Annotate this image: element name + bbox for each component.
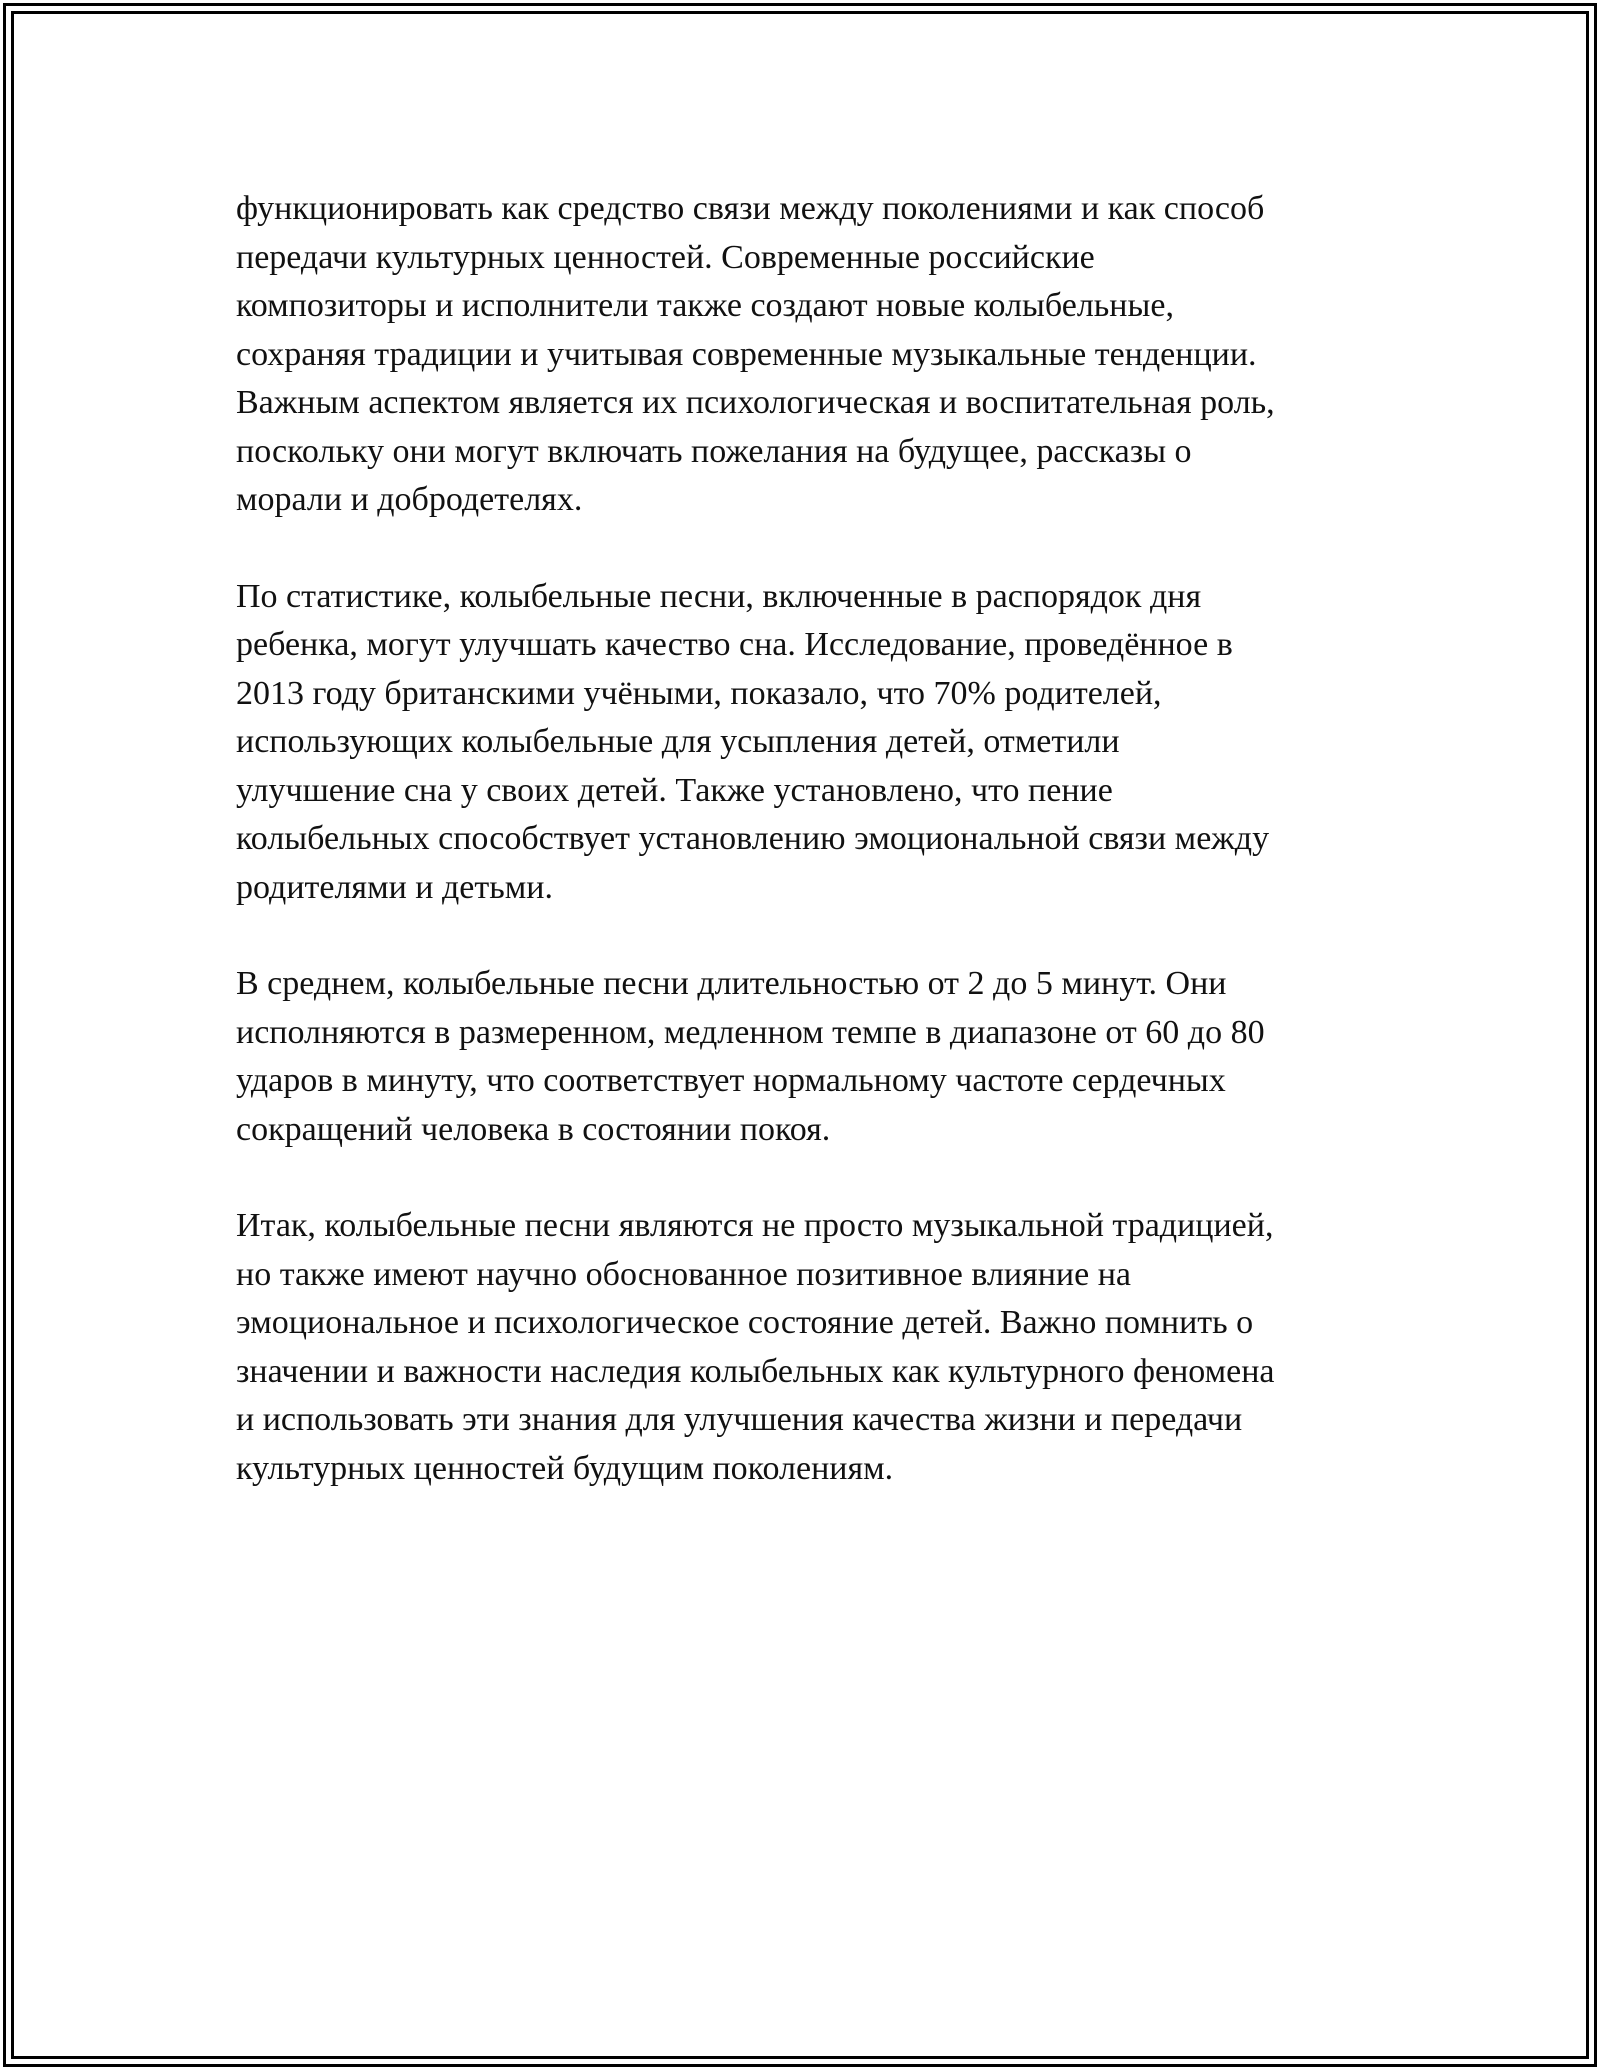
paragraph-4: Итак, колыбельные песни являются не просто музыкальной традицией, но также имеют научно обоснованное позитивное влияние на эмоциональное и психологическое состояние детей. Важно помнить о значении и важности наследия колыбельных как культурного феномена и использовать эти знания для улучшения качества жизни и передачи культурных ценностей будущим поколениям. [236,1207,1275,1487]
paragraph-2: По статистике, колыбельные песни, включенные в распорядок дня ребенка, могут улучшать качество сна. Исследование, проведённое в 2013 году британскими учёными, показало, что 70% родителей, использующих колыбельные для усыпления детей, отметили улучшение сна у своих детей. Также установлено, что пение колыбельных способствует установлению эмоциональной связи между родителями и детьми. [236,577,1270,906]
paragraph-3: В среднем, колыбельные песни длительностью от 2 до 5 минут. Они исполняются в размеренном, медленном темпе в диапазоне от 60 до 80 ударов в минуту, что соответствует нормальному частоте сердечных сокращений человека в состоянии покоя. [236,965,1265,1148]
document-body [236,185,1376,1541]
paragraph-1: функционировать как средство связи между поколениями и как способ передачи культурных ценностей. Современные российские композиторы и исполнители также создают новые колыбельные, сохраняя традиции и учитывая современные музыкальные тенденции. Важным аспектом является их психологическая и воспитательная роль, поскольку они могут включать пожелания на будущее, рассказы о морали и добродетелях. [236,190,1275,518]
